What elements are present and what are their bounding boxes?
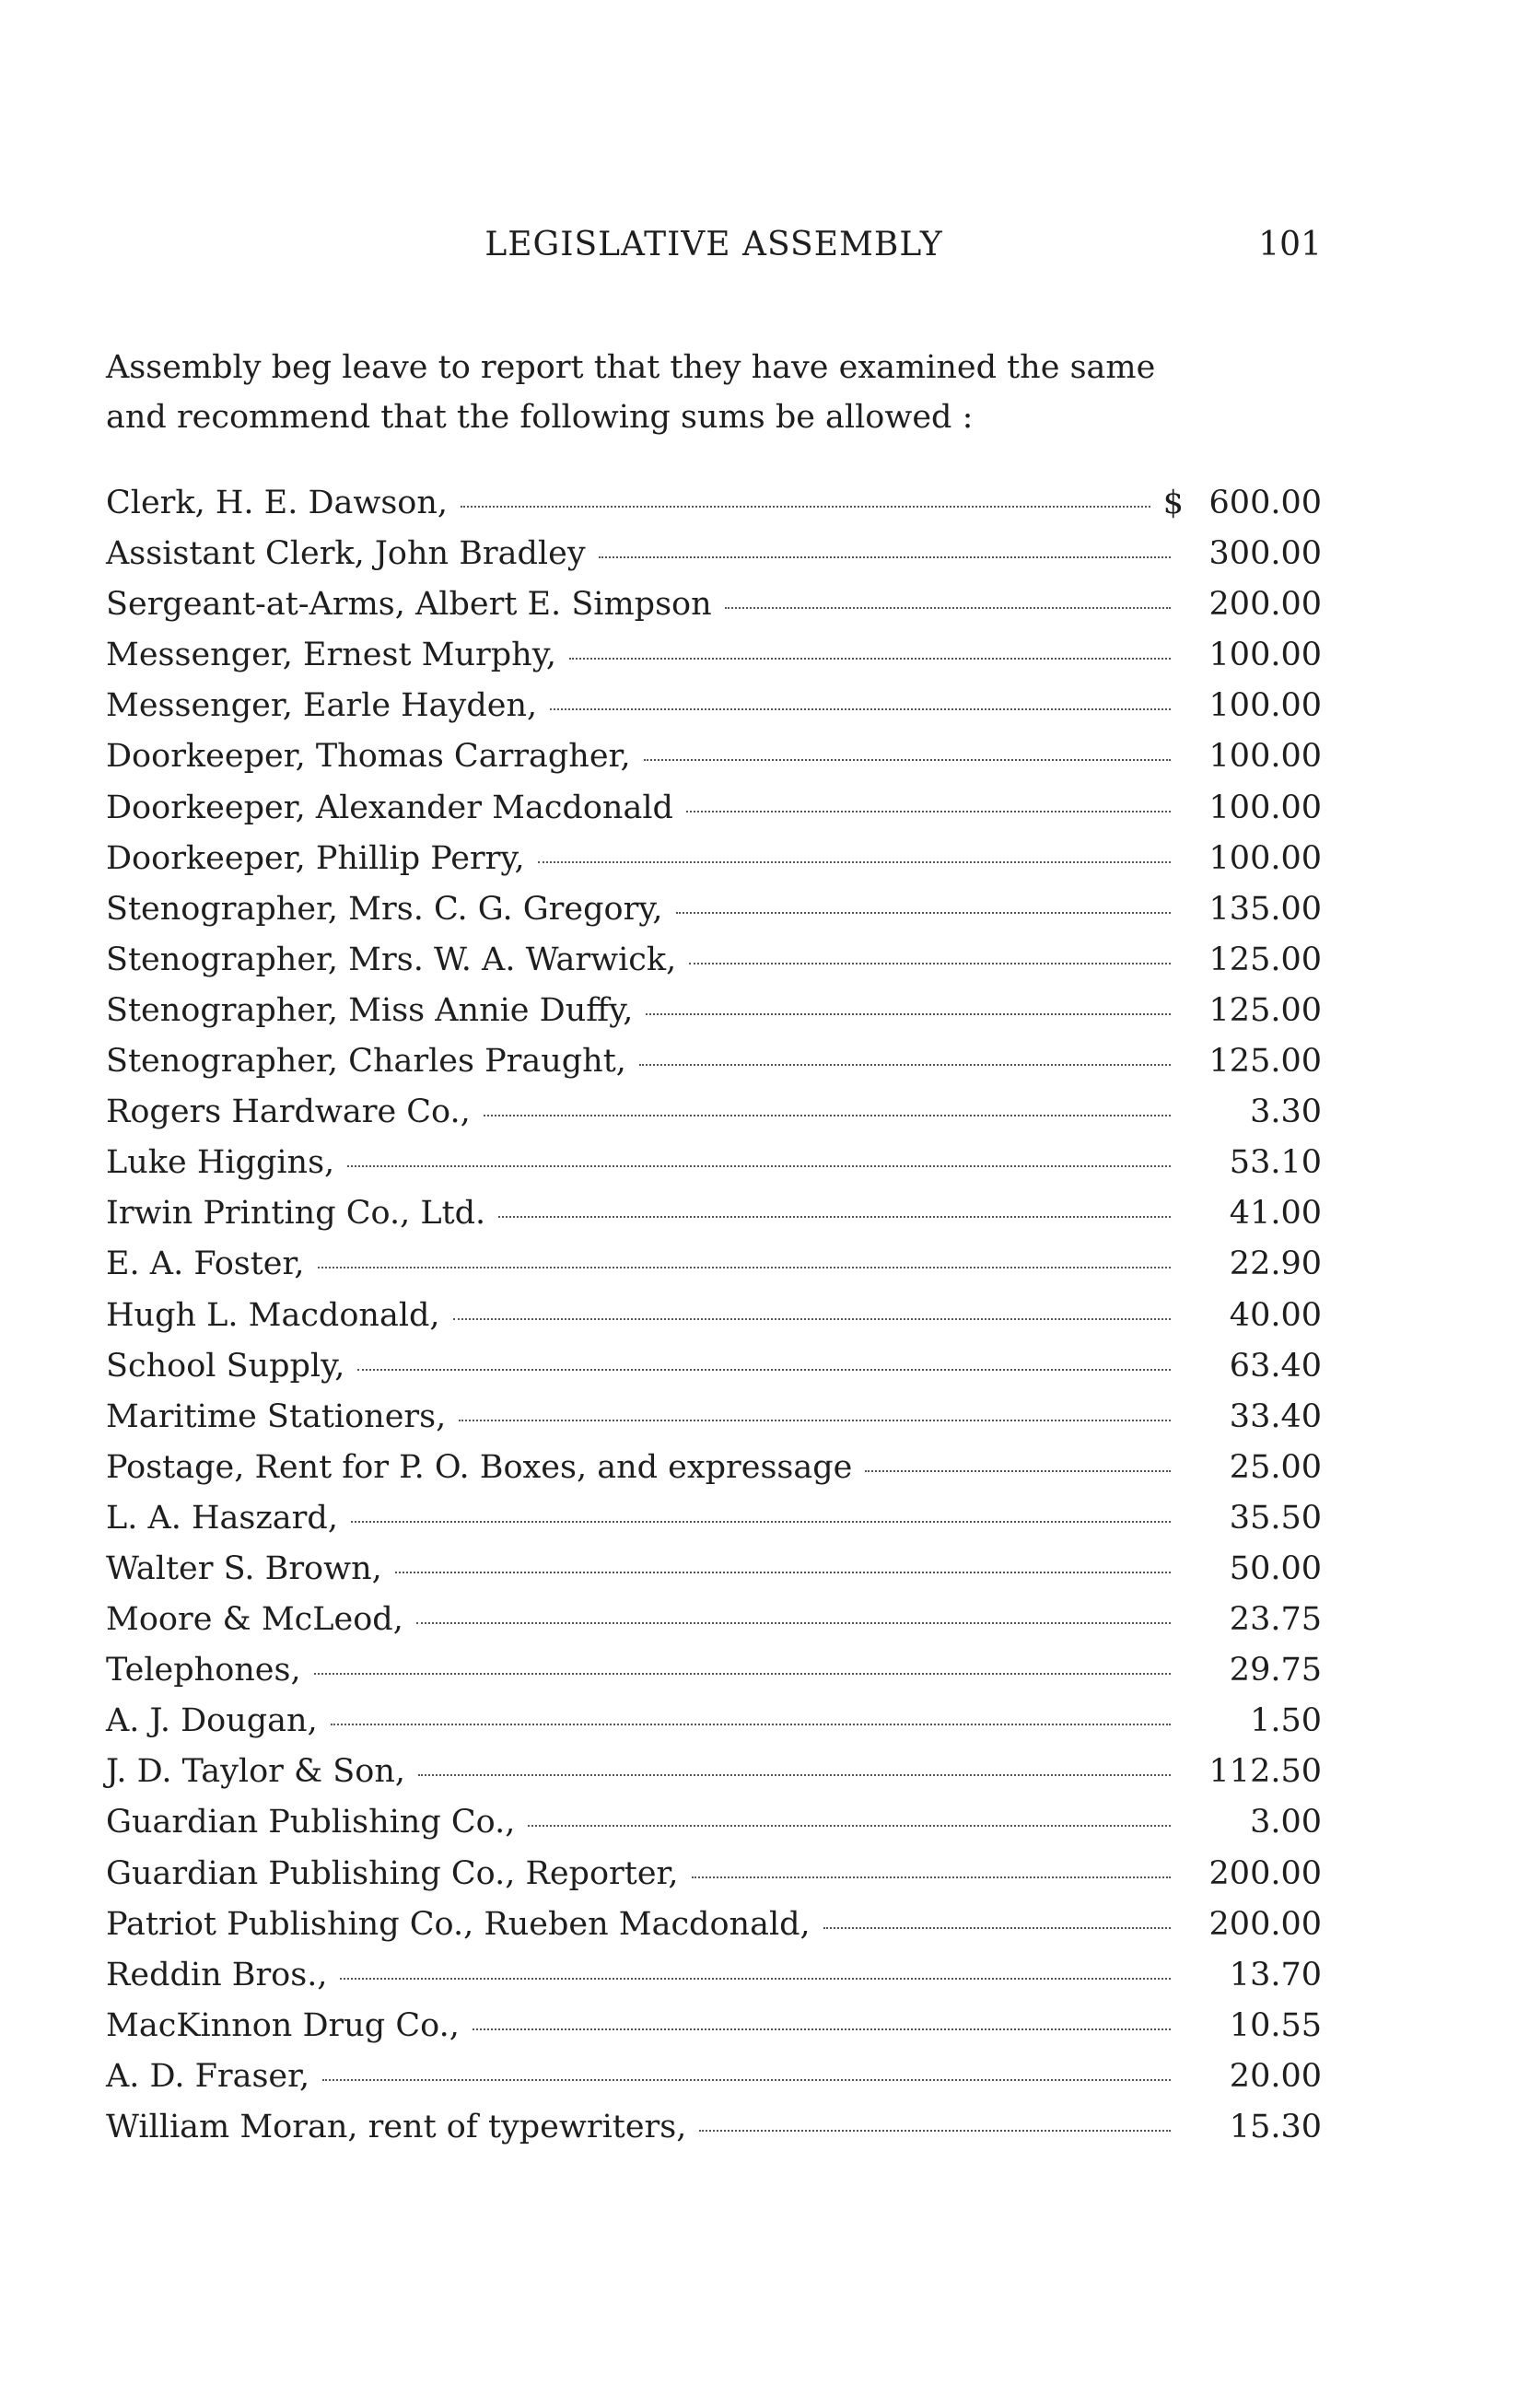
page-number: 101 [1258,226,1322,263]
ledger-row [106,1443,1322,1493]
ledger-row [106,2102,1322,2153]
dot-leader [418,1774,1171,1776]
payee-name: Irwin Printing Co., Ltd. [106,1195,486,1233]
payee-name: Hugh L. Macdonald, [106,1296,440,1334]
dot-leader [416,1622,1171,1624]
ledger-row [106,731,1322,782]
ledger-row [106,1849,1322,1900]
amount-value: 10.55 [1229,2006,1322,2044]
amount-value: 600.00 [1208,485,1322,521]
dot-leader [314,1673,1171,1675]
payee-name: Clerk, H. E. Dawson, [106,485,449,521]
payee-name: Messenger, Earle Hayden, [106,687,538,725]
amount-value: 20.00 [1229,2057,1322,2095]
dot-leader [498,1216,1171,1218]
amount-value: 25.00 [1229,1448,1322,1486]
ledger-row [106,986,1322,1036]
payee-name: Sergeant-at-Arms, Albert E. Simpson [106,586,712,624]
ledger-row [106,783,1322,834]
payee-name: A. J. Dougan, [106,1702,318,1740]
payee-name: Stenographer, Charles Praught, [106,1043,626,1081]
payee-name: Guardian Publishing Co., [106,1804,516,1841]
ledger-row [106,1291,1322,1341]
amount-value: 100.00 [1208,687,1322,725]
dot-leader [340,1978,1171,1980]
dot-leader [676,912,1171,914]
payee-name: Doorkeeper, Thomas Carragher, [106,738,631,776]
ledger-row [106,1239,1322,1290]
dot-leader [351,1521,1171,1523]
dot-leader [395,1572,1171,1573]
payee-name: E. A. Foster, [106,1245,305,1283]
payee-name: Stenographer, Miss Annie Duffy, [106,991,634,1029]
payee-name: Stenographer, Mrs. W. A. Warwick, [106,941,677,978]
ledger-row [106,1595,1322,1645]
amount-value: 53.10 [1229,1144,1322,1182]
dot-leader [538,861,1171,863]
ledger-row [106,1493,1322,1544]
payee-name: Assistant Clerk, John Bradley [106,535,586,573]
ledger-row [106,1544,1322,1595]
amount-value: 1.50 [1250,1702,1322,1740]
intro-line-2: and recommend that the following sums be allowed : [106,399,974,436]
dot-leader [357,1369,1171,1371]
ledger-row [106,884,1322,935]
payee-name: A. D. Fraser, [106,2057,310,2095]
ledger-row [106,1747,1322,1797]
dot-leader [689,963,1171,964]
amount-value: 100.00 [1208,637,1322,674]
dot-leader [823,1927,1171,1929]
payee-name: Doorkeeper, Phillip Perry, [106,839,525,877]
amount-value: 33.40 [1229,1397,1322,1435]
amount-value: 125.00 [1208,1043,1322,1081]
amount-value: 100.00 [1208,839,1322,877]
running-head [106,217,1322,273]
currency-symbol: $ [1162,485,1184,521]
amount-value: 3.30 [1250,1093,1322,1131]
dot-leader [644,759,1171,761]
ledger-row [106,579,1322,630]
dot-leader [461,506,1150,508]
payee-name: J. D. Taylor & Son, [106,1753,406,1791]
ledger-row [106,1138,1322,1188]
ledger-row [106,1087,1322,1138]
amount-value: 100.00 [1208,789,1322,826]
payee-name: MacKinnon Drug Co., [106,2006,460,2044]
payee-name: Maritime Stationers, [106,1397,447,1435]
dot-leader [550,708,1171,710]
payee-name: Guardian Publishing Co., Reporter, [106,1854,679,1892]
amount-value: 3.00 [1250,1804,1322,1841]
ledger-row [106,1341,1322,1392]
amount-value: 200.00 [1208,586,1322,624]
amount-value: 13.70 [1229,1956,1322,1993]
ledger-row [106,1036,1322,1087]
intro-paragraph [106,343,1322,442]
amount-value: 200.00 [1208,1905,1322,1943]
dot-leader [322,2079,1171,2081]
amount-value: 50.00 [1229,1549,1322,1587]
amount-value: 35.50 [1229,1499,1322,1537]
amount-value: 112.50 [1208,1753,1322,1791]
ledger-row [106,2051,1322,2102]
dot-leader [865,1470,1171,1472]
amount-value: 23.75 [1229,1601,1322,1639]
dot-leader [646,1013,1171,1015]
amount-value: 63.40 [1229,1347,1322,1385]
ledger-row [106,1696,1322,1747]
dot-leader [686,811,1171,812]
ledger-row [106,1797,1322,1848]
payee-name: L. A. Haszard, [106,1499,338,1537]
payee-name: Reddin Bros., [106,1956,328,1993]
ledger-row [106,478,1322,529]
payee-name: Postage, Rent for P. O. Boxes, and expressage [106,1448,853,1486]
expense-ledger [106,478,1322,2153]
dot-leader [318,1267,1171,1268]
amount-value: 40.00 [1229,1296,1322,1334]
dot-leader [331,1724,1171,1725]
dot-leader [699,2130,1171,2132]
amount-value: 15.30 [1229,2109,1322,2145]
payee-name: Moore & McLeod, [106,1601,403,1639]
ledger-row [106,529,1322,579]
ledger-row [106,630,1322,681]
amount-value: 125.00 [1208,941,1322,978]
amount-value: 100.00 [1208,738,1322,776]
intro-line-1: Assembly beg leave to report that they have examined the same [106,349,1156,386]
amount-value: 125.00 [1208,991,1322,1029]
payee-name: Luke Higgins, [106,1144,335,1182]
amount-value: 29.75 [1229,1652,1322,1689]
payee-name: Doorkeeper, Alexander Macdonald [106,789,673,826]
ledger-row [106,681,1322,731]
ledger-row [106,1950,1322,2001]
dot-leader [484,1115,1171,1116]
page-title: LEGISLATIVE ASSEMBLY [484,226,943,263]
dot-leader [569,658,1171,660]
payee-name: William Moran, rent of typewriters, [106,2109,687,2145]
amount-value: 135.00 [1208,890,1322,928]
ledger-row [106,1392,1322,1443]
payee-name: Walter S. Brown, [106,1549,382,1587]
payee-name: Telephones, [106,1652,301,1689]
ledger-row [106,834,1322,884]
ledger-row [106,2001,1322,2051]
dot-leader [453,1318,1171,1320]
dot-leader [599,556,1171,558]
dot-leader [459,1420,1171,1421]
dot-leader [473,2028,1171,2030]
ledger-row [106,1645,1322,1696]
dot-leader [528,1825,1171,1827]
amount-value: 300.00 [1208,535,1322,573]
dot-leader [347,1165,1171,1167]
amount-value: 41.00 [1229,1195,1322,1233]
ledger-row [106,1188,1322,1239]
payee-name: Rogers Hardware Co., [106,1093,471,1131]
payee-name: Messenger, Ernest Murphy, [106,637,556,674]
dot-leader [639,1064,1171,1066]
payee-name: School Supply, [106,1347,345,1385]
dot-leader [725,607,1171,609]
amount-value: 200.00 [1208,1854,1322,1892]
payee-name: Patriot Publishing Co., Rueben Macdonald, [106,1905,811,1943]
amount-value: 22.90 [1229,1245,1322,1283]
ledger-row [106,935,1322,986]
dot-leader [692,1876,1171,1878]
ledger-row [106,1900,1322,1950]
payee-name: Stenographer, Mrs. C. G. Gregory, [106,890,663,928]
